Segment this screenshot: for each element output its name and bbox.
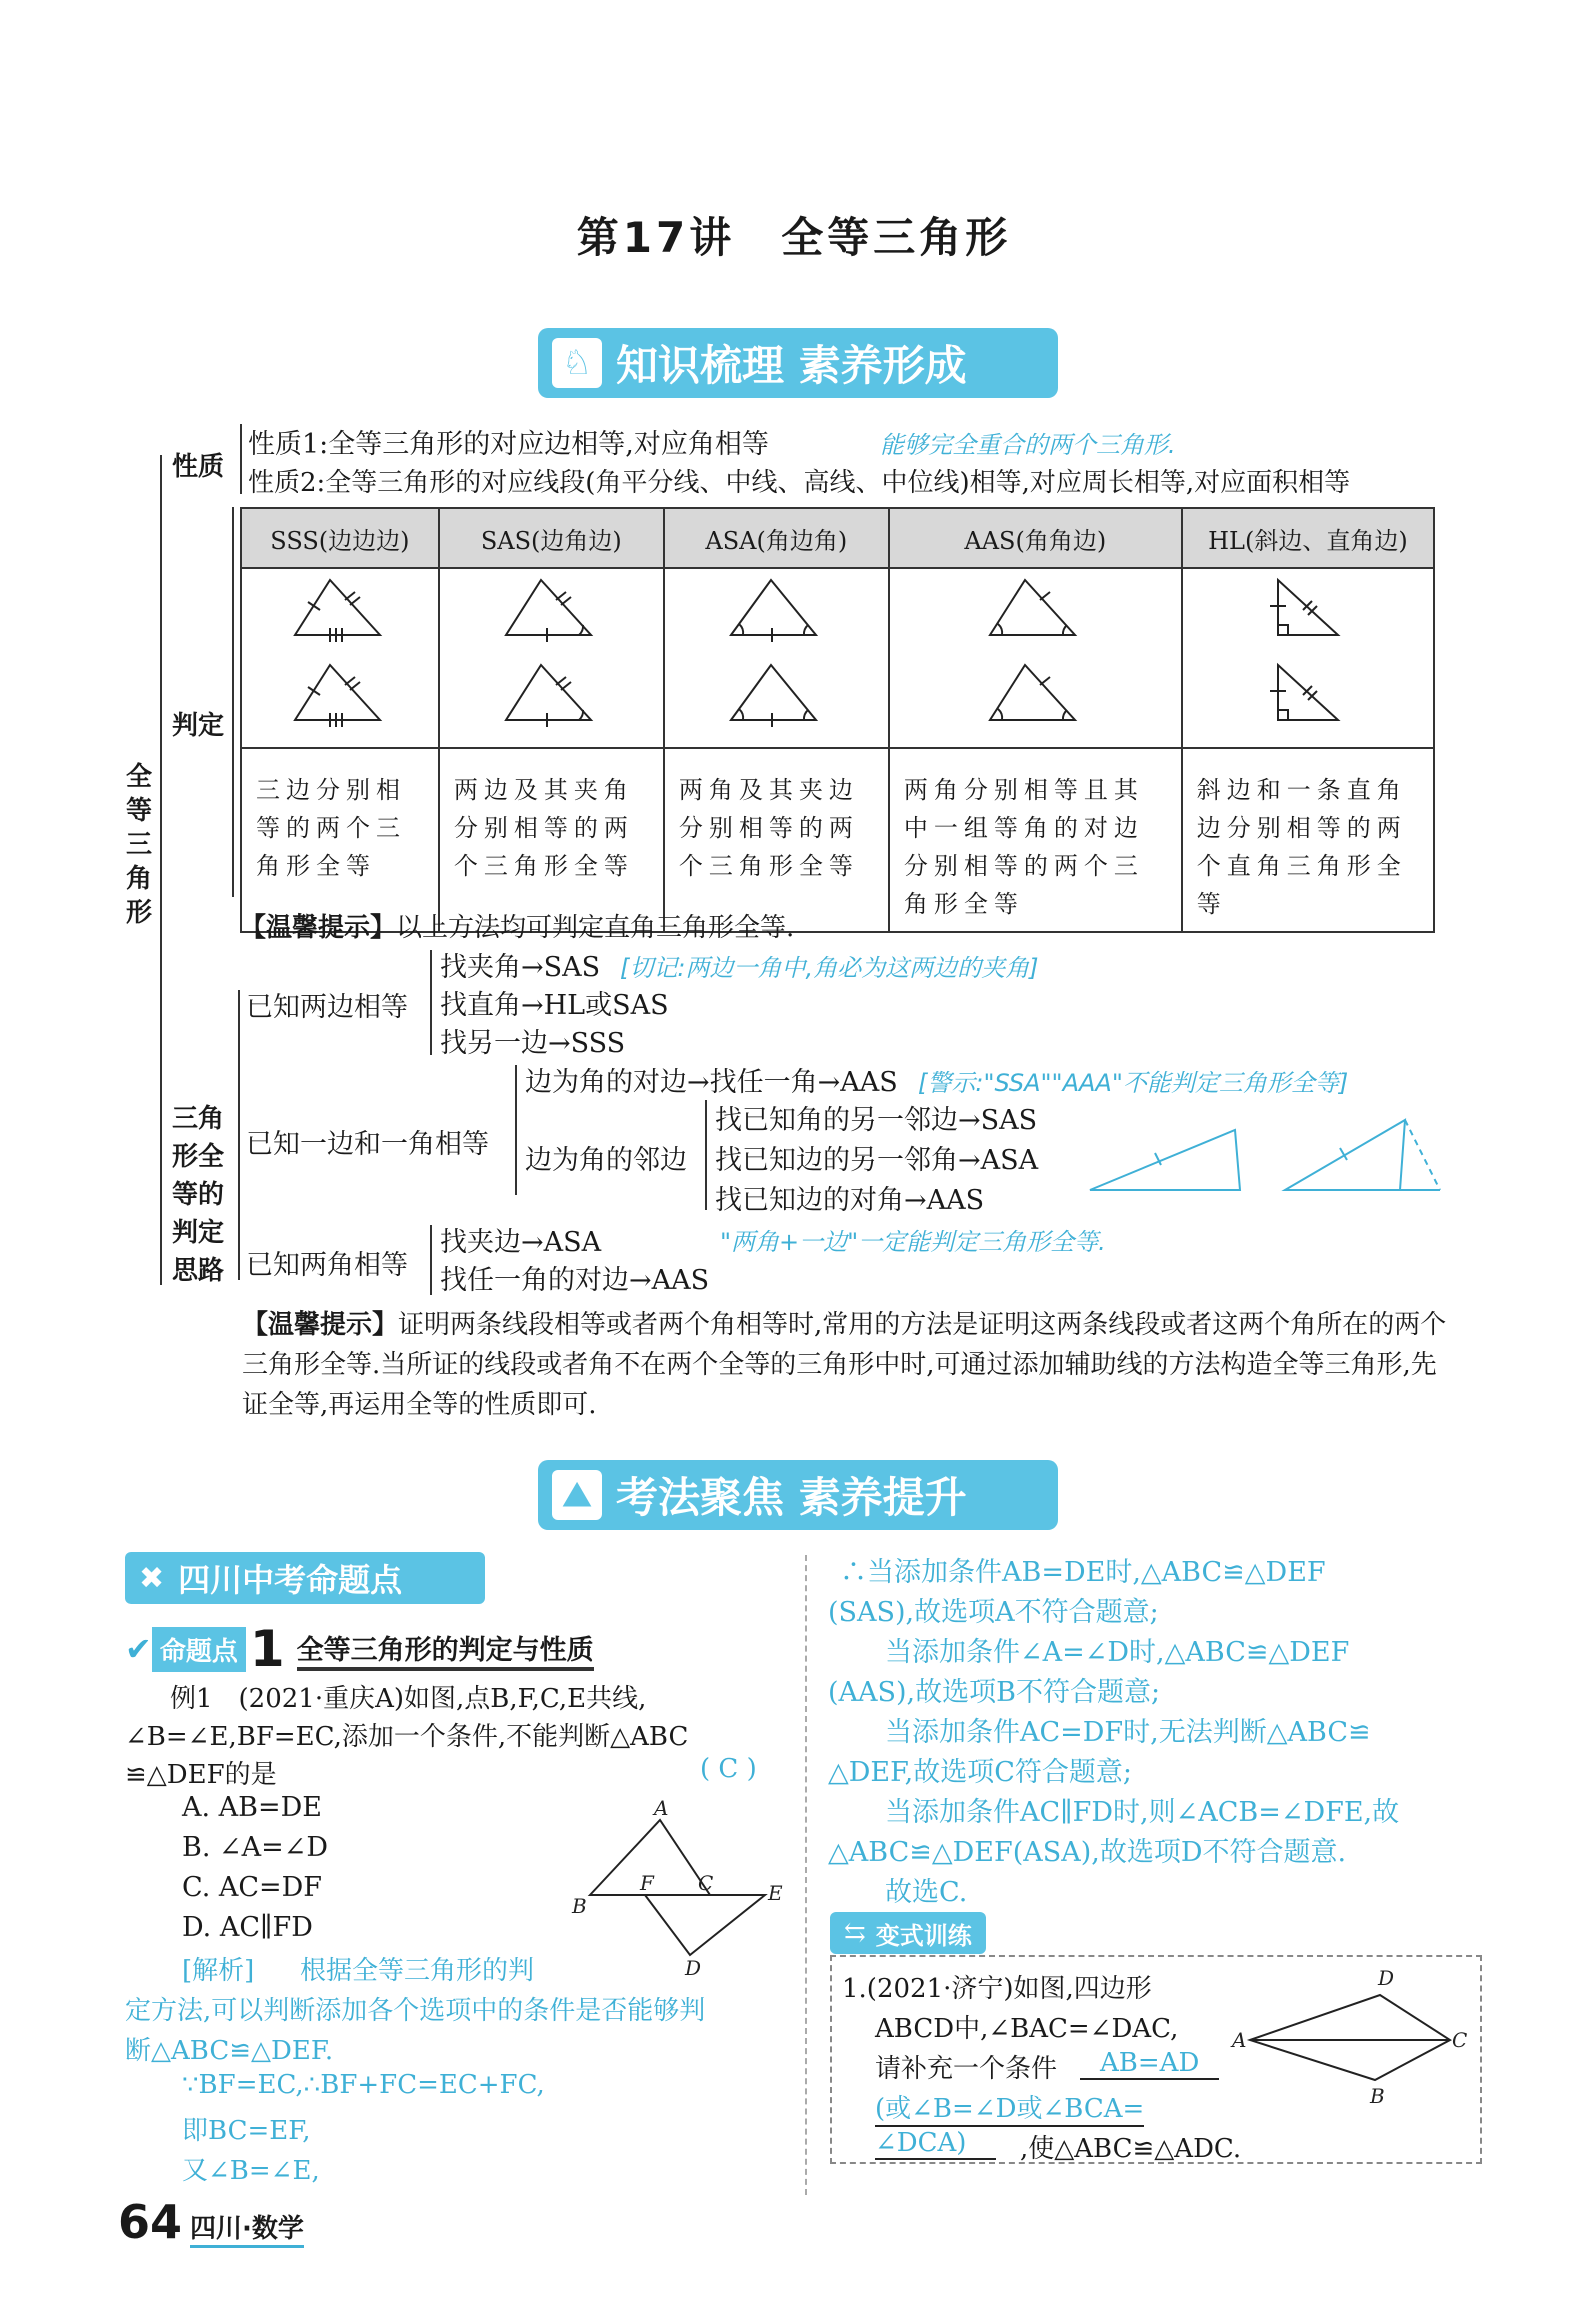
climber-icon: ⛰ xyxy=(552,1470,602,1520)
label-e: E xyxy=(768,1881,783,1905)
practice-q2: ABCD中,∠BAC=∠DAC, xyxy=(875,2014,1179,2044)
label-f: F xyxy=(640,1871,654,1895)
analysis-line-4: ∵BF=EC,∴BF+FC=EC+FC, xyxy=(182,2070,545,2100)
example-stem-3: ≌△DEF的是 xyxy=(125,1760,277,1790)
header-aas: AAS(角角边) xyxy=(889,508,1182,568)
property-2: 性质2:全等三角形的对应线段(角平分线、中线、高线、中位线)相等,对应周长相等,对应面积相等 xyxy=(248,468,1351,498)
group-two-angles: 已知两角相等 xyxy=(246,1250,408,1281)
tip-1: 【温馨提示】以上方法均可判定直角三角形全等. xyxy=(240,913,795,943)
g1-item-2: 找直角→HL或SAS xyxy=(440,990,669,1021)
figure-asa xyxy=(664,568,889,748)
right-line-1: ∴当添加条件AB=DE时,△ABC≌△DEF xyxy=(840,1557,1326,1588)
swap-icon: ⇆ xyxy=(844,1918,866,1948)
label-a: A xyxy=(654,1796,669,1820)
person-icon: ♘ xyxy=(552,338,602,388)
column-divider xyxy=(805,1555,807,2195)
root-bracket xyxy=(160,455,162,1285)
option-c: C. AC=DF xyxy=(182,1872,323,1903)
root-label: 全等三角形 xyxy=(126,762,153,928)
g1-note: [切记:两边一角中,角必为这两边的夹角] xyxy=(620,954,1039,982)
example-figure xyxy=(570,1795,790,1980)
right-line-2: (SAS),故选项A不符合题意; xyxy=(828,1597,1159,1628)
desc-asa: 两角及其夹边分别相等的两个三角形全等 xyxy=(664,748,889,932)
group-2b-bracket xyxy=(705,1100,707,1210)
desc-sss: 三边分别相等的两个三角形全等 xyxy=(241,748,439,932)
example-answer: ( C ) xyxy=(700,1754,757,1784)
g3-item-1: 找夹边→ASA xyxy=(440,1227,602,1258)
group-1-bracket xyxy=(430,950,432,1055)
property-bracket xyxy=(240,424,242,494)
page-title: 第17讲 全等三角形 xyxy=(576,213,1012,262)
ideas-label: 三角形全等的判定思路 xyxy=(172,1104,225,1286)
sichuan-banner: ✖ 四川中考命题点 xyxy=(125,1552,485,1604)
right-line-3: 当添加条件∠A=∠D时,△ABC≌△DEF xyxy=(885,1637,1350,1668)
g2-adjacent: 边为角的邻边 xyxy=(525,1145,687,1176)
option-d: D. AC∥FD xyxy=(182,1912,313,1943)
desc-sas: 两边及其夹角分别相等的两个三角形全等 xyxy=(439,748,664,932)
example-stem-1: 例1 (2021·重庆A)如图,点B,F,C,E共线, xyxy=(170,1684,647,1714)
figure-sas xyxy=(439,568,664,748)
sketch-triangles xyxy=(1085,1110,1445,1200)
label-c: C xyxy=(698,1871,714,1895)
option-b: B. ∠A=∠D xyxy=(182,1832,329,1863)
right-line-5: 当添加条件AC=DF时,无法判断△ABC≌ xyxy=(885,1717,1371,1748)
practice-answer-3: ∠DCA) xyxy=(875,2128,996,2160)
analysis-line-2: 定方法,可以判断添加各个选项中的条件是否能够判 xyxy=(125,1996,706,2026)
analysis-line-5: 即BC=EF, xyxy=(182,2116,311,2146)
g2b-item-2: 找已知边的另一邻角→ASA xyxy=(715,1145,1039,1176)
g1-item-1: 找夹角→SAS xyxy=(440,952,601,983)
header-asa: ASA(角边角) xyxy=(664,508,889,568)
label-d: D xyxy=(1378,1966,1395,1990)
page-number: 64 xyxy=(118,2195,183,2249)
judge-label: 判定 xyxy=(172,711,225,741)
analysis-line-3: 断△ABC≌△DEF. xyxy=(125,2036,334,2066)
figure-sss xyxy=(241,568,439,748)
right-line-7: 当添加条件AC∥FD时,则∠ACB=∠DFE,故 xyxy=(885,1797,1400,1828)
check-icon: ✔ xyxy=(125,1630,152,1668)
analysis-label: [解析] xyxy=(182,1956,255,1986)
label-b: B xyxy=(572,1894,587,1918)
section-banner-knowledge: ♘ 知识梳理 素养形成 xyxy=(538,328,1058,398)
g2-opposite: 边为角的对边→找任一角→AAS xyxy=(525,1067,898,1098)
header-sas: SAS(边角边) xyxy=(439,508,664,568)
group-2-bracket xyxy=(515,1065,517,1195)
tip-2: 【温馨提示】证明两条线段相等或者两个角相等时,常用的方法是证明这两条线段或者这两个角所在的两个三角形全等.当所证的线段或者角不在两个全等的三角形中时,可通过添加辅助线的方法构造全等三角形,先证全等,再运用全等的性质即可. xyxy=(242,1310,1447,1420)
practice-answer-2: (或∠B=∠D或∠BCA= xyxy=(875,2088,1144,2127)
label-a: A xyxy=(1232,2028,1247,2052)
practice-q3: 请补充一个条件 xyxy=(875,2054,1058,2084)
option-a: A. AB=DE xyxy=(182,1792,322,1823)
g3-note: "两角+一边"一定能判定三角形全等. xyxy=(720,1228,1106,1256)
g2-warning: [警示:"SSA""AAA"不能判定三角形全等] xyxy=(918,1069,1349,1097)
property-1-note: 能够完全重合的两个三角形. xyxy=(880,431,1176,459)
figure-aas xyxy=(889,568,1182,748)
g2b-item-3: 找已知边的对角→AAS xyxy=(715,1185,985,1216)
header-sss: SSS(边边边) xyxy=(241,508,439,568)
grid-icon: ✖ xyxy=(139,1560,165,1596)
ideas-bracket xyxy=(238,990,240,1280)
g3-item-2: 找任一角的对边→AAS xyxy=(440,1265,710,1296)
group-3-bracket xyxy=(430,1225,432,1295)
point-heading: ✔ 命题点 1 全等三角形的判定与性质 xyxy=(125,1620,594,1678)
figure-hl xyxy=(1182,568,1434,748)
judge-bracket xyxy=(232,507,234,897)
right-line-8: △ABC≌△DEF(ASA),故选项D不符合题意. xyxy=(828,1837,1347,1868)
right-line-6: △DEF,故选项C符合题意; xyxy=(828,1757,1132,1788)
example-stem-2: ∠B=∠E,BF=EC,添加一个条件,不能判断△ABC xyxy=(125,1722,689,1752)
practice-q1: 1.(2021·济宁)如图,四边形 xyxy=(842,1974,1152,2004)
group-two-sides: 已知两边相等 xyxy=(246,992,408,1023)
property-label: 性质 xyxy=(172,452,225,482)
practice-figure xyxy=(1230,1965,1470,2110)
label-b: B xyxy=(1370,2084,1385,2108)
practice-banner: ⇆ 变式训练 xyxy=(830,1912,986,1954)
header-hl: HL(斜边、直角边) xyxy=(1182,508,1434,568)
practice-q4: ,使△ABC≌△ADC. xyxy=(1020,2134,1242,2164)
group-side-angle: 已知一边和一角相等 xyxy=(246,1129,489,1160)
right-line-9: 故选C. xyxy=(885,1877,968,1908)
desc-hl: 斜边和一条直角边分别相等的两个直角三角形全等 xyxy=(1182,748,1434,932)
right-line-4: (AAS),故选项B不符合题意; xyxy=(828,1677,1161,1708)
judge-table xyxy=(240,507,1435,933)
analysis-line-6: 又∠B=∠E, xyxy=(182,2156,320,2186)
label-c: C xyxy=(1452,2028,1468,2052)
section-banner-exam: ⛰ 考法聚焦 素养提升 xyxy=(538,1460,1058,1530)
analysis-line-1: 根据全等三角形的判 xyxy=(300,1956,535,1986)
property-1: 性质1:全等三角形的对应边相等,对应角相等 xyxy=(248,429,769,460)
footer-text: 四川·数学 xyxy=(190,2208,304,2248)
g1-item-3: 找另一边→SSS xyxy=(440,1028,626,1059)
g2b-item-1: 找已知角的另一邻边→SAS xyxy=(715,1105,1038,1136)
label-d: D xyxy=(685,1956,702,1980)
desc-aas: 两角分别相等且其中一组等角的对边分别相等的两个三角形全等 xyxy=(889,748,1182,932)
practice-answer-1: AB=AD xyxy=(1080,2048,1219,2080)
